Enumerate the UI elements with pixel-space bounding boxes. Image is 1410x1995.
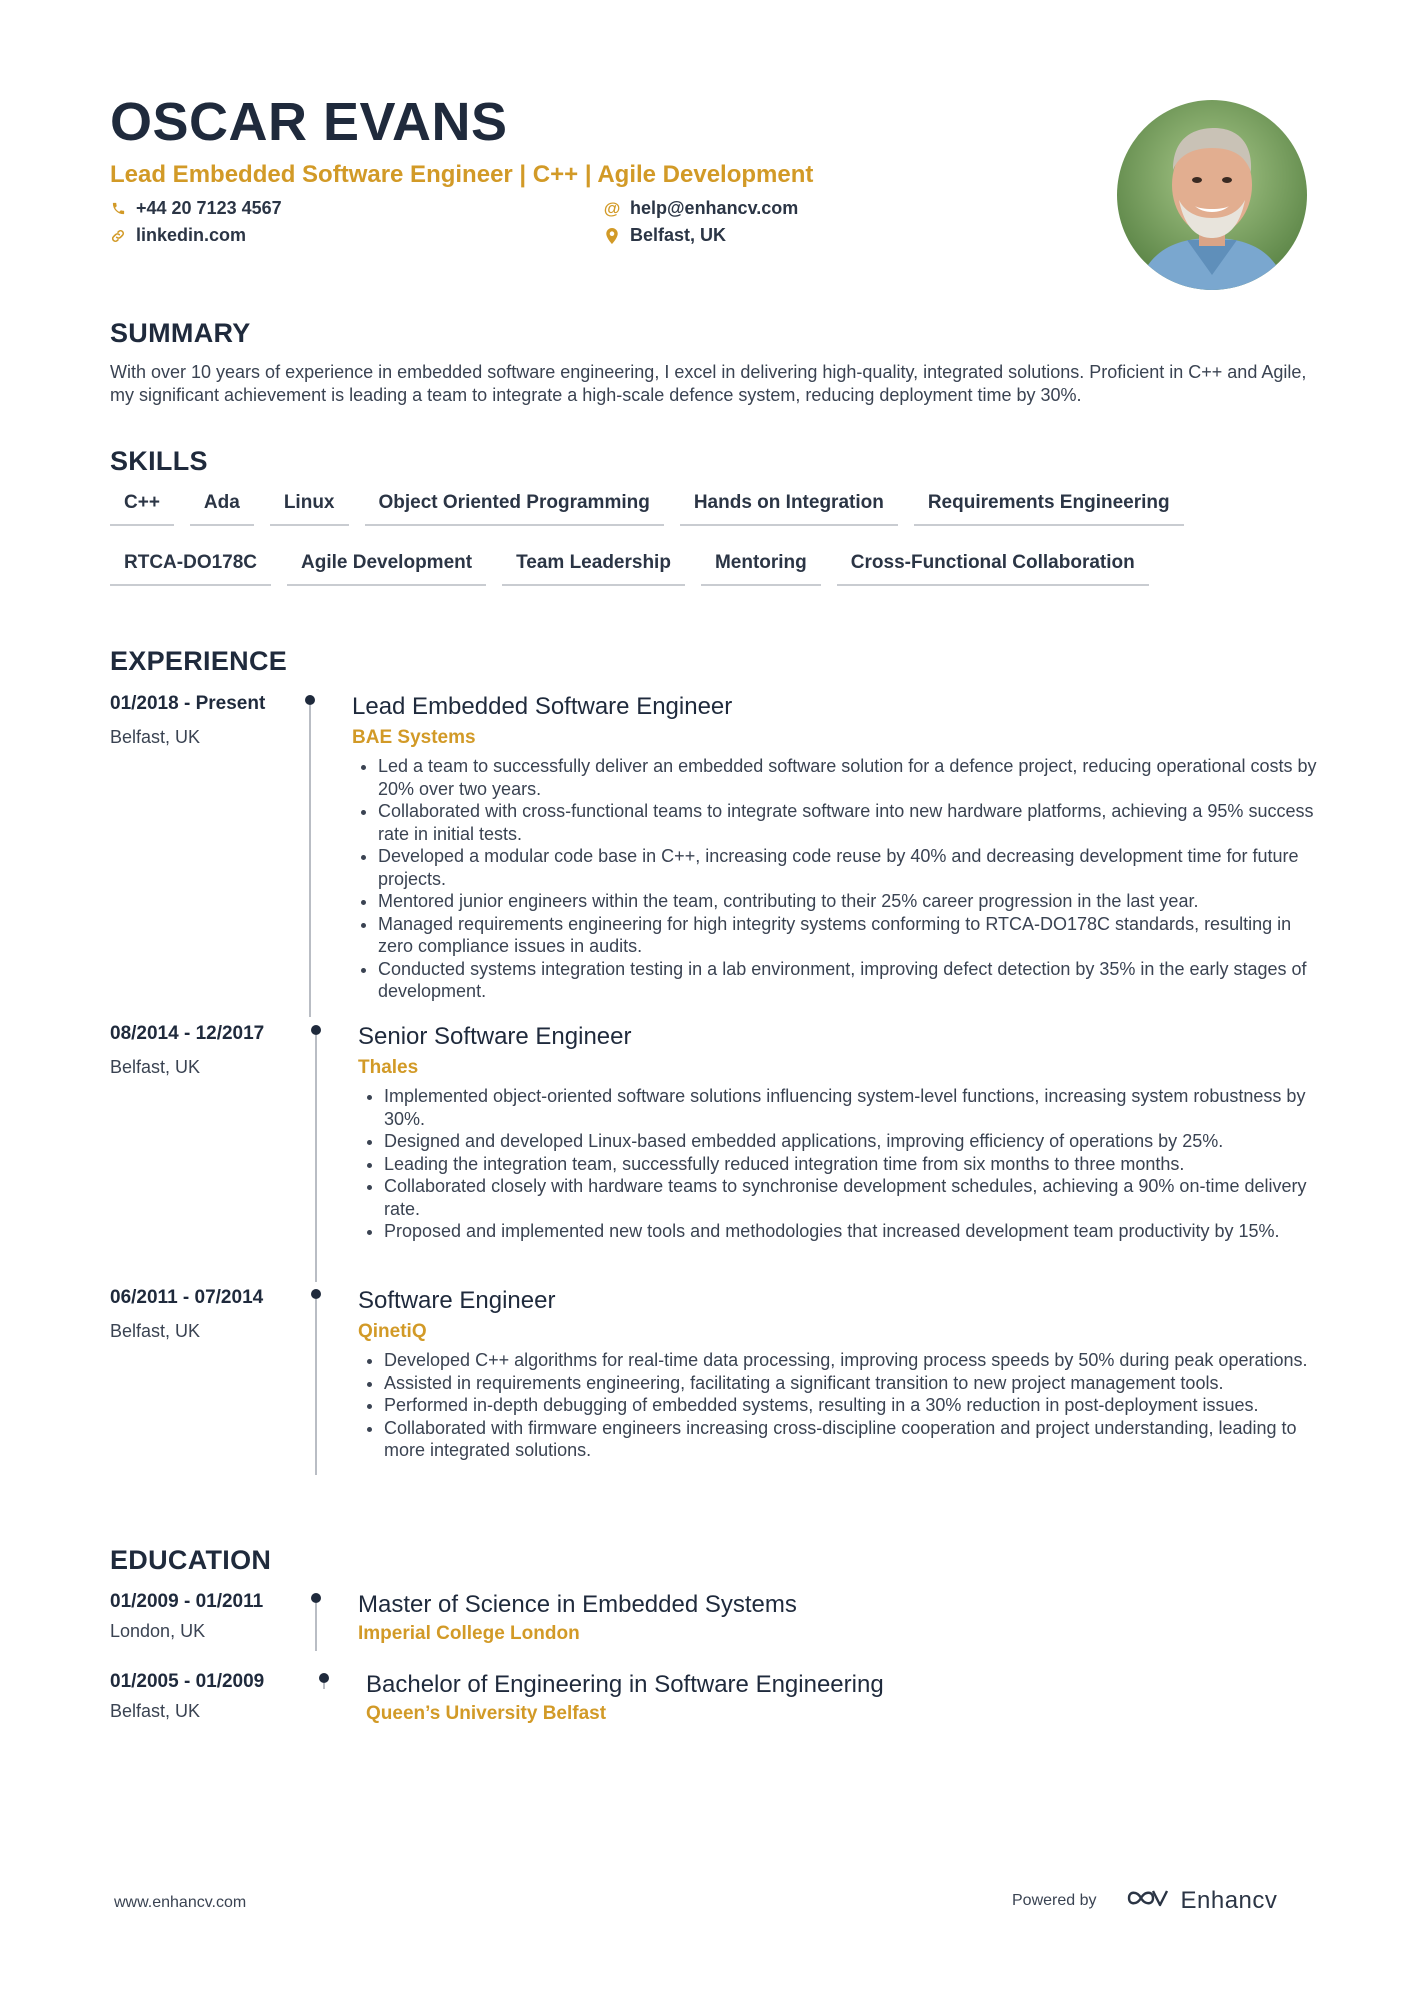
contact-email[interactable] [604,198,1004,219]
contact-linkedin[interactable] [110,225,604,246]
profile-photo [1117,100,1307,290]
skill-tag: Linux [270,492,349,526]
footer-branding [1012,1886,1277,1915]
list-item: • Implemented object-oriented software solutions influencing system-level functions, increasing system robustness by 30%. [384,1085,1334,1130]
list-item: • Proposed and implemented new tools and methodologies that increased development team productivity by 15%. [384,1220,1334,1243]
education-location: Belfast, UK [110,1701,201,1721]
list-item: • Mentored junior engineers within the team, contributing to their 25% career progression in the last year. [378,890,1328,913]
skill-tag: Agile Development [287,552,486,586]
at-icon: @ [603,198,621,218]
skill-tag: Requirements Engineering [914,492,1184,526]
skill-tag: Object Oriented Programming [365,492,664,526]
contact-phone[interactable] [110,198,604,219]
skill-tag: Ada [190,492,254,526]
timeline-dot [319,1673,329,1683]
experience-company: Thales [358,1057,419,1078]
experience-company: QinetiQ [358,1321,427,1342]
experience-company: BAE Systems [352,727,476,748]
skill-tag: Hands on Integration [680,492,898,526]
education-degree: Bachelor of Engineering in Software Engineering [366,1671,884,1698]
list-item: • Performed in-depth debugging of embedded systems, resulting in a 30% reduction in post-deployment issues. [384,1394,1334,1417]
list-item: • Leading the integration team, successfully reduced integration time from six months to three months. [384,1153,1334,1176]
powered-by-text: Powered by [1012,1891,1097,1909]
skills-heading: SKILLS [110,446,208,476]
timeline-dot [311,1593,321,1603]
enhancv-logo-icon [1125,1886,1171,1915]
skill-tag: C++ [110,492,174,526]
timeline-dot [311,1025,321,1035]
experience-role: Software Engineer [358,1287,556,1314]
education-school: Imperial College London [358,1623,580,1644]
experience-bullets [352,755,1328,1003]
experience-bullets [358,1349,1334,1462]
timeline-line [315,1603,317,1651]
experience-location: Belfast, UK [110,727,201,747]
skill-tag: Mentoring [701,552,821,586]
experience-date: 08/2014 - 12/2017 [110,1023,265,1044]
experience-location: Belfast, UK [110,1057,201,1077]
skill-tag: Cross-Functional Collaboration [837,552,1149,586]
summary-heading: SUMMARY [110,318,251,348]
list-item: • Managed requirements engineering for high integrity systems conforming to RTCA-DO178C standards, resulting in zero compliance issues in audits. [378,913,1328,958]
skill-tag: Team Leadership [502,552,685,586]
list-item: • Collaborated with firmware engineers increasing cross-discipline cooperation and project understanding, leading to more integrated solutions. [384,1417,1334,1462]
contact-location [604,225,1004,246]
education-heading: EDUCATION [110,1545,272,1575]
footer-website[interactable]: www.enhancv.com [114,1894,247,1911]
experience-role: Lead Embedded Software Engineer [352,693,733,720]
timeline-line [323,1683,325,1689]
email-text: help@enhancv.com [630,198,799,218]
experience-date: 01/2018 - Present [110,693,266,714]
list-item: • Conducted systems integration testing in a lab environment, improving defect detection by 35% in the early stages of development. [378,958,1328,1003]
education-school: Queen’s University Belfast [366,1703,607,1724]
list-item: • Collaborated closely with hardware teams to synchronise development schedules, achieving a 90% on-time delivery rate. [384,1175,1334,1220]
summary-text: With over 10 years of experience in embedded software engineering, I excel in delivering high-quality, integrated solutions. Proficient in C++ and Agile, my significant achievement is leading a team to integrate a high-scale defence system, reducing deployment time by 30%. [110,362,1307,405]
timeline-dot [305,695,315,705]
experience-heading: EXPERIENCE [110,646,288,676]
timeline-line [315,1035,317,1282]
skills-row-1 [110,492,1310,526]
list-item: • Assisted in requirements engineering, facilitating a significant transition to new project management tools. [384,1372,1334,1395]
link-icon [110,228,126,244]
skill-tag: RTCA-DO178C [110,552,271,586]
location-pin-icon [604,228,620,244]
list-item: • Led a team to successfully deliver an embedded software solution for a defence project, reducing operational costs by 20% over two years. [378,755,1328,800]
candidate-name: OSCAR EVANS [110,92,508,152]
education-location: London, UK [110,1621,206,1641]
skills-list [110,492,1310,612]
list-item: • Collaborated with cross-functional teams to integrate software into new hardware platforms, achieving a 95% success rate in initial tests. [378,800,1328,845]
experience-date: 06/2011 - 07/2014 [110,1287,264,1308]
education-date: 01/2009 - 01/2011 [110,1591,264,1612]
education-degree: Master of Science in Embedded Systems [358,1591,797,1618]
timeline-line [309,705,311,1017]
timeline-line [315,1299,317,1475]
timeline-dot [311,1289,321,1299]
phone-icon [110,201,126,217]
list-item: • Designed and developed Linux-based embedded applications, improving efficiency of operations by 25%. [384,1130,1334,1153]
location-text: Belfast, UK [630,225,727,245]
skills-row-2 [110,552,1310,586]
linkedin-text: linkedin.com [136,225,247,245]
experience-role: Senior Software Engineer [358,1023,632,1050]
list-item: • Developed a modular code base in C++, increasing code reuse by 40% and decreasing development time for future projects. [378,845,1328,890]
experience-bullets [358,1085,1334,1243]
candidate-headline: Lead Embedded Software Engineer | C++ | Agile Development [110,161,814,188]
phone-text: +44 20 7123 4567 [136,198,282,218]
contact-info [110,198,1090,246]
list-item: • Developed C++ algorithms for real-time data processing, improving process speeds by 50% during peak operations. [384,1349,1334,1372]
resume-header [110,92,1090,246]
experience-location: Belfast, UK [110,1321,201,1341]
brand-name: Enhancv [1180,1886,1278,1914]
education-date: 01/2005 - 01/2009 [110,1671,265,1692]
